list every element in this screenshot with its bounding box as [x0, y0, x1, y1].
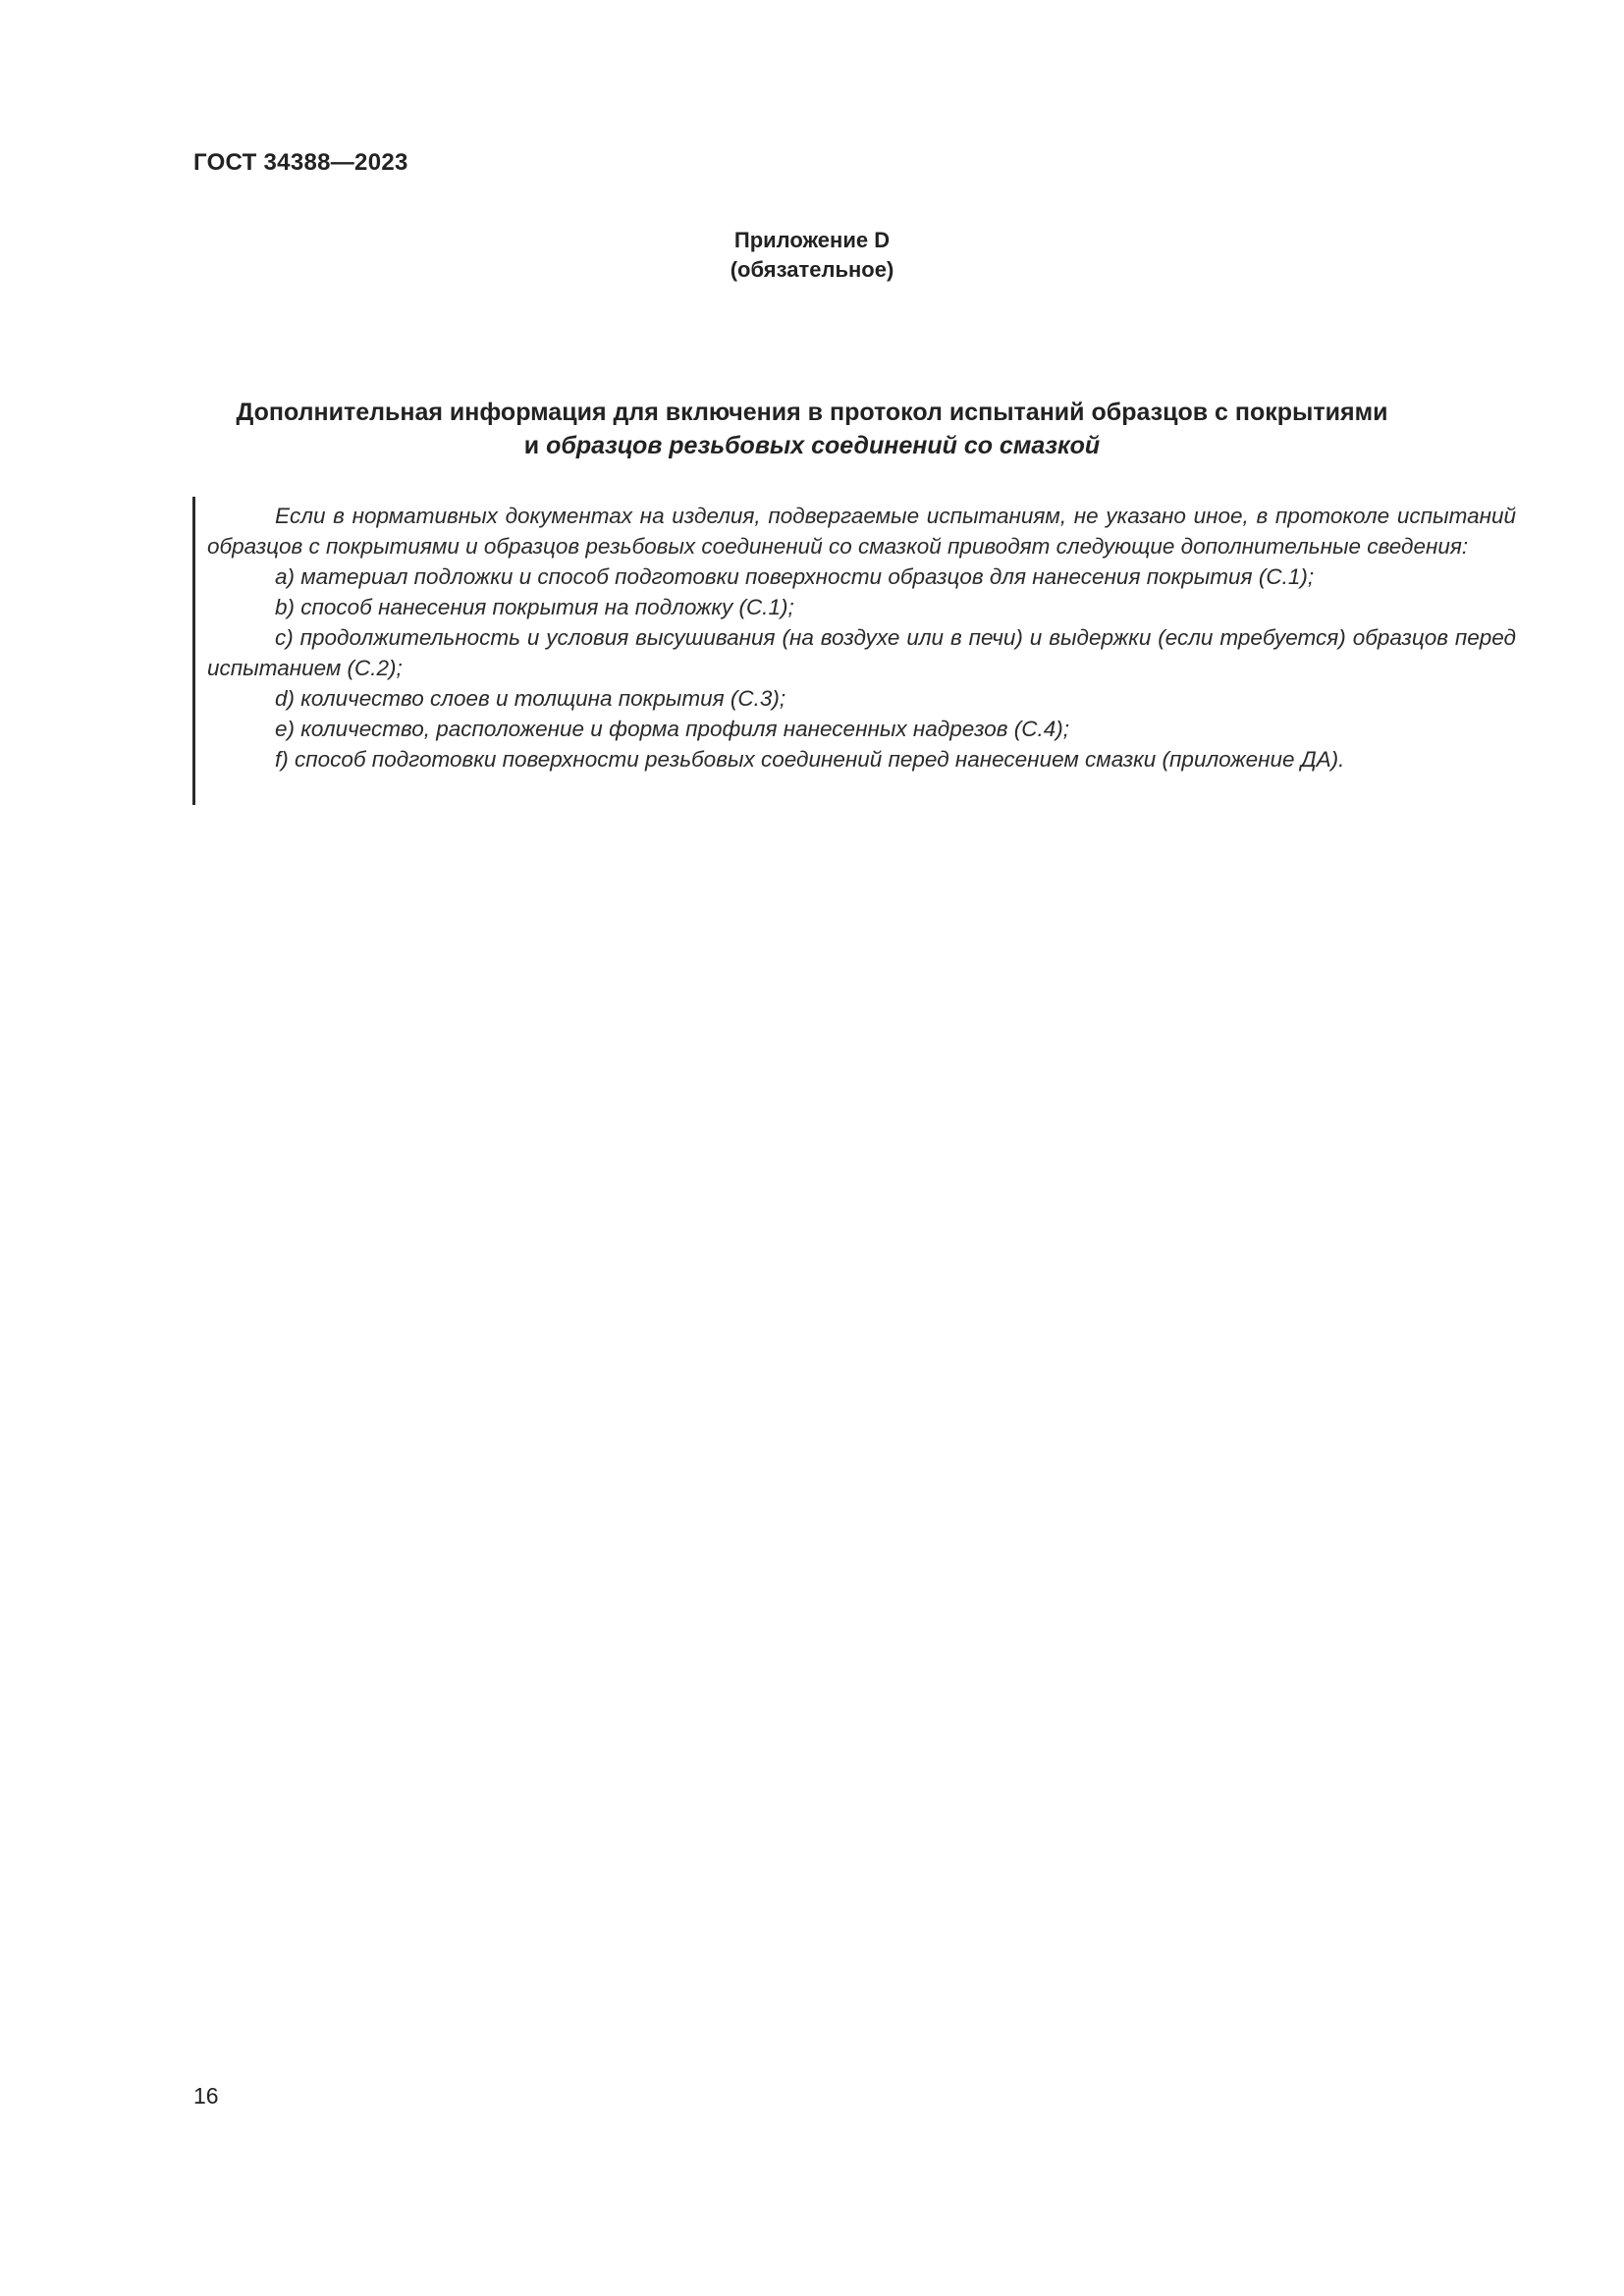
section-heading — [0, 396, 1624, 462]
heading-line-2 — [0, 429, 1624, 462]
heading-line-2-prefix: и — [523, 432, 547, 459]
page-number: 16 — [193, 2083, 219, 2109]
list-item: f) способ подготовки поверхности резьбовых соединений перед нанесением смазки (приложение ДА). — [275, 747, 1345, 772]
annex-status: (обязательное) — [730, 257, 894, 282]
heading-line-2-italic: образцов резьбовых соединений со смазкой — [546, 432, 1101, 459]
document-id: ГОСТ 34388—2023 — [193, 149, 408, 176]
intro-paragraph: Если в нормативных документах на изделия, подвергаемые испытаниям, не указано иное, в протоколе испытаний образцов с покрытиями и образцов резьбовых соединений со смазкой приводят следующие дополнительные сведения: — [207, 504, 1516, 559]
annex-title: Приложение D — [733, 228, 891, 252]
heading-line-1: Дополнительная информация для включения в протокол испытаний образцов с покрытиями — [236, 399, 1388, 426]
change-marker-bar — [192, 497, 195, 805]
body-text — [207, 501, 1516, 774]
list-item: e) количество, расположение и форма профиля нанесенных надрезов (С.4); — [275, 717, 1069, 741]
list-item: b) способ нанесения покрытия на подложку (С.1); — [275, 595, 794, 619]
list-item: d) количество слоев и толщина покрытия (С.3); — [275, 686, 786, 711]
list-item: a) материал подложки и способ подготовки поверхности образцов для нанесения покрытия (С.1); — [275, 564, 1315, 589]
annex-header — [0, 226, 1624, 285]
list-item: c) продолжительность и условия высушивания (на воздухе или в печи) и выдержки (если требуется) образцов перед испытанием (С.2); — [207, 625, 1516, 680]
